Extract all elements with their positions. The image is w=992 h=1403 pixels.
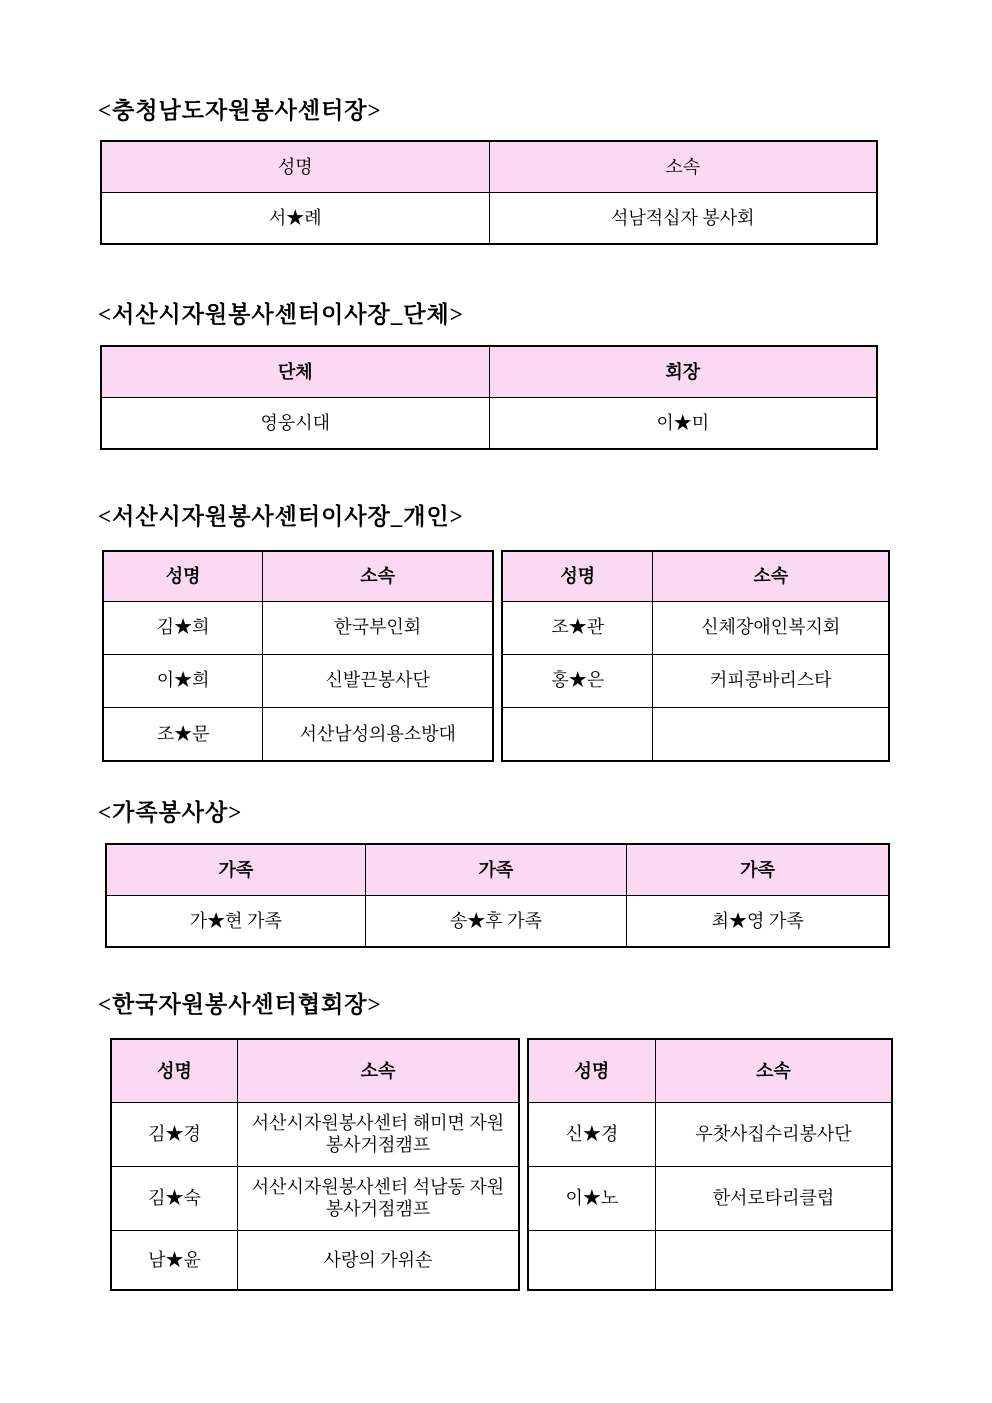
cell-affiliation: 서산시자원봉사센터 해미면 자원봉사거점캠프: [237, 1102, 519, 1166]
header-cell-name: 성명: [528, 1039, 655, 1102]
header-cell-affiliation: 소속: [655, 1039, 892, 1102]
table-header-row: [111, 1039, 519, 1102]
cell-affiliation: 신체장애인복지회: [653, 601, 889, 654]
section-title-korea-center-association: <한국자원봉사센터협회장>: [98, 992, 382, 1017]
cell-group: 영웅시대: [101, 397, 489, 449]
cell-name: 남★윤: [111, 1230, 237, 1290]
cell-affiliation: 신발끈봉사단: [263, 654, 493, 707]
cell-name: 김★희: [103, 601, 263, 654]
header-cell-affiliation: 소속: [263, 551, 493, 601]
cell-name: 이★희: [103, 654, 263, 707]
table-row: [103, 654, 493, 707]
table-pair-seosan-chair-individual: [102, 550, 890, 762]
table-row: [103, 707, 493, 761]
table-row: [103, 601, 493, 654]
table-row: [502, 654, 889, 707]
table-row: [101, 397, 877, 449]
table-header-row: [106, 844, 889, 895]
table-row: [111, 1102, 519, 1166]
header-cell-name: 성명: [111, 1039, 237, 1102]
cell-president: 이★미: [489, 397, 877, 449]
cell-affiliation: 서산남성의용소방대: [263, 707, 493, 761]
table-korea-center-association-right: [527, 1038, 893, 1291]
cell-name: 김★경: [111, 1102, 237, 1166]
table-korea-center-association-left: [110, 1038, 520, 1291]
table-header-row: [502, 551, 889, 601]
cell-affiliation: 한서로타리클럽: [655, 1166, 892, 1230]
header-cell-president: 회장: [489, 346, 877, 397]
cell-affiliation: 사랑의 가위손: [237, 1230, 519, 1290]
cell-family: 최★영 가족: [627, 895, 889, 947]
header-cell-family: 가족: [365, 844, 627, 895]
table-row: [528, 1166, 892, 1230]
table-row: [101, 192, 877, 244]
cell-affiliation: 우찻사집수리봉사단: [655, 1102, 892, 1166]
header-cell-affiliation: 소속: [237, 1039, 519, 1102]
table-family-award: [105, 843, 890, 948]
cell-name: 이★노: [528, 1166, 655, 1230]
cell-family: 송★후 가족: [365, 895, 627, 947]
header-cell-family: 가족: [627, 844, 889, 895]
table-row: [106, 895, 889, 947]
header-cell-name: 성명: [101, 141, 489, 192]
section-title-seosan-chair-individual: <서산시자원봉사센터이사장_개인>: [98, 504, 464, 529]
cell-name: 김★숙: [111, 1166, 237, 1230]
cell-affiliation: 서산시자원봉사센터 석남동 자원봉사거점캠프: [237, 1166, 519, 1230]
cell-name: 서★례: [101, 192, 489, 244]
cell-family: 가★현 가족: [106, 895, 365, 947]
cell-affiliation: 한국부인회: [263, 601, 493, 654]
cell-name: 조★관: [502, 601, 653, 654]
table-seosan-chair-individual-left: [102, 550, 494, 762]
table-row: [502, 601, 889, 654]
section-title-seosan-chair-group: <서산시자원봉사센터이사장_단체>: [98, 302, 464, 327]
table-header-row: [101, 141, 877, 192]
header-cell-name: 성명: [502, 551, 653, 601]
table-chungnam-center-head: [100, 140, 878, 245]
cell-name: [528, 1230, 655, 1290]
cell-name: 조★문: [103, 707, 263, 761]
table-header-row: [103, 551, 493, 601]
cell-affiliation: [655, 1230, 892, 1290]
table-header-row: [101, 346, 877, 397]
section-title-chungnam-center-head: <충청남도자원봉사센터장>: [98, 98, 382, 123]
cell-affiliation: [653, 707, 889, 761]
header-cell-affiliation: 소속: [489, 141, 877, 192]
cell-name: 홍★은: [502, 654, 653, 707]
table-header-row: [528, 1039, 892, 1102]
table-row-empty: [502, 707, 889, 761]
cell-name: [502, 707, 653, 761]
header-cell-family: 가족: [106, 844, 365, 895]
section-title-family-award: <가족봉사상>: [98, 800, 243, 825]
table-seosan-chair-group: [100, 345, 878, 450]
table-pair-korea-center-association: [110, 1038, 893, 1291]
cell-affiliation: 석남적십자 봉사회: [489, 192, 877, 244]
table-row: [111, 1166, 519, 1230]
cell-affiliation: 커피콩바리스타: [653, 654, 889, 707]
cell-name: 신★경: [528, 1102, 655, 1166]
header-cell-group: 단체: [101, 346, 489, 397]
header-cell-name: 성명: [103, 551, 263, 601]
table-seosan-chair-individual-right: [501, 550, 890, 762]
table-row-empty: [528, 1230, 892, 1290]
header-cell-affiliation: 소속: [653, 551, 889, 601]
table-row: [111, 1230, 519, 1290]
table-row: [528, 1102, 892, 1166]
